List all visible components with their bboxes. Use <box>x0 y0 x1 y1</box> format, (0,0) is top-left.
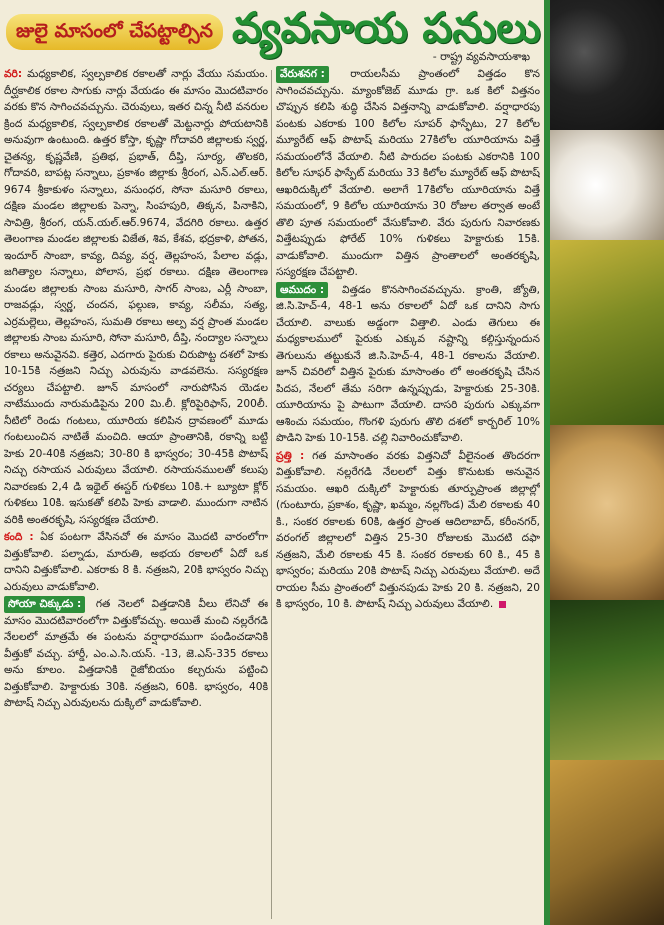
section-cotton <box>276 448 540 613</box>
crop-photo-groundnut <box>550 425 664 600</box>
section-text-groundnut: రాయలసీమ ప్రాంతంలో విత్తడం కొన సాగించవచ్చును. మ్యాంకోజెబ్ మూడు గ్రా. ఒక కిలో విత్తనం చొప్పున కలిపి శుద్ధి చేసిన విత్తనాన్ని వాడుకోవాలి. వర్షాధారపు పంటకు ఎకరాకు 100 కిలోల సూపర్ ఫాస్ఫేటు, 27 కిలోల మ్యూరేట్ ఆఫ్ పొటాష్ మరియు 27కిలోల యూరియాను విత్తే సమయంలోనే వేయాలి. నీటి పారుదల పంటకు ఎకరానికి 100 కిలోల సూఫర్ ఫాస్ఫేట్ మరియు 33 కిలోల మ్యూరేట్ ఆఫ్ పొటాష్ ఆఖరిదుక్కిలో వేయాలి. అలాగే 17కిలోల యూరియాను విత్తే సమయంలో, 9 కిలోల యూరియాను 30 రోజుల తర్వాత అంటే తొలి పూత సమయంలో వేసుకోవాలి. వేరు పురుగు నివారణకు విత్తేటప్పుడు ఫోరేట్ 10% గుళికలు హెక్టారుకు 15కి. వాడుకోవాలి. ముందుగా విత్తిన ప్రాంతాలలో అంతరకృషి, సస్యరక్షణ చేపట్టాలి. <box>276 68 540 278</box>
section-castor <box>276 282 540 447</box>
crop-photo-strip <box>550 0 664 925</box>
right-column <box>276 66 540 919</box>
section-redgram <box>4 529 268 595</box>
section-groundnut <box>276 66 540 281</box>
section-heading-rice: వరి: <box>4 68 23 80</box>
article-header <box>0 0 544 66</box>
section-text-soybean: గత నెలలో విత్తడానికి వీలు లేనిచో ఈ మాసం మొదటివారంలోగా విత్తుకోవచ్చు. అయితే మంచి నల్లరేగడి నేలలలో మాత్రమే ఈ పంటను వర్షాధారముగా పండించడానికి వీత్తుకో వచ్చు. హార్డీ, ఎం.ఎ.సి.యస్. -13, జె.ఎస్-335 రకాలు అను కూలం. విత్తడానికి రైజోబియం కల్చరును పట్టించి విత్తుకోవాలి. హెక్టారుకు 30కి. నత్రజని, 60కి. భాస్వరం, 40కి పొటాష్ నిచ్చు ఎరువులను దుక్కిలో వాడుకోవాలి. <box>4 598 268 709</box>
section-heading-cotton: ప్రత్తి : <box>276 449 305 462</box>
section-heading-castor: ఆముదం : <box>276 282 328 299</box>
section-heading-soybean: సోయా చిక్కుడు : <box>4 596 85 613</box>
section-soybean <box>4 596 268 712</box>
kicker-label: జులై మాసంలో చేపట్టాల్సిన <box>6 14 223 50</box>
column-divider <box>271 70 272 919</box>
crop-photo-seeds <box>550 0 664 130</box>
crop-photo-paddy <box>550 760 664 925</box>
section-text-castor: విత్తడం కొనసాగించవచ్చును. క్రాంతి, జ్యోతి, జి.సి.హెచ్-4, 48-1 అను రకాలలో ఏదో ఒక దానిని సాగు చేయాలి. వాలుకు అడ్డంగా విత్తాలి. ఎండు తెగులు ఈ మధ్యకాలములో పైరుకు ఎక్కువ నష్టాన్ని కల్గిస్తున్నందున తెగులును తట్టుకునే జి.సి.హెచ్-4, 48-1 రకాలను వేయాలి. జూన్ చివరిలో విత్తిన పైరుకు మాసాంతం లో అంతరకృషి చేసిన పిదప, నేలలో తేమ సరిగా ఉన్నప్పుడు, హెక్టారుకు 25-30కి. యూరియాను పై పాటుగా వేయాలి. దాసరి పురుగు ఎక్కువగా ఆశించు సమయం, గొంగళి పురుగు తొలి దశలో కార్బరిల్ 10% పొడిని హెకు 10-15కి. చల్లి నివారించుకోవాలి. <box>276 283 540 444</box>
section-text-cotton: గత మాసాంతం వరకు విత్తనిచో వీలైనంత తొందరగా విత్తుకోవాలి. నల్లరేగడి నేలలలో విత్తు కొనుటకు అనువైన సమయం. ఆఖరి దుక్కిలో హెక్టారుకు తూర్పుప్రాంత జిల్లాల్లో (గుంటూరు, ప్రకాశం, కృష్ణా, ఖమ్మం, నల్లగొండ) మేలి రకాలకు 40 కి., సంకర రకాలకు 60కి, ఉత్తర ప్రాంత ఆదిలాబాద్, కరీంనగర్, వరంగల్ జిల్లాలలో విత్తిన 25-30 రోజులకు మొదటి దఫా నత్రజని, మేలి రకాలకు 45 కి. సంకర రకాలకు 60 కి., 45 కి భాస్వరం; మరియు 20కి పొటాష్ నిచ్చు ఎరువులు వేయాలి. అదే రాయల సీమ ప్రాంతంలో విత్తునపుడు హెకు 20 కి. నత్రజని, 20 కి భాస్వరం, 10 కి. పొటాష్ నిచ్చు ఎరువులు వేయాలి. <box>276 449 540 610</box>
end-mark <box>499 601 506 608</box>
section-rice <box>4 66 268 528</box>
byline: - రాష్ట్ర వ్యవసాయశాఖ <box>432 50 530 63</box>
section-text-redgram: ఏక పంటగా వేసినచో ఈ మాసం మొదటి వారంలోగా విత్తుకోవాలి. పల్నాడు, మారుతి, అభయ రకాలలో ఏదో ఒక దానిని విత్తుకోవాలి. ఎకరాకు 8 కి. నత్రజని, 20కి భాస్వరం నిచ్చు ఎరువులు వాడుకోవాలి. <box>4 531 268 593</box>
crop-photo-millet <box>550 600 664 760</box>
article-title: వ్యవసాయ పనులు <box>232 3 541 52</box>
section-heading-groundnut: వేరుశనగ : <box>276 66 329 83</box>
section-text-rice: మధ్యకాలిక, స్వల్పకాలిక రకాలతో నార్లు వేయు సమయం. దీర్ఘకాలిక రకాల సాగుకు నార్లు వేయడం ఈ మాసం మొదటివారం వరకు కొన సాగించవచ్చును. చెరువులు, ఇతర చిన్న నీటి వనరుల క్రింద మధ్యకాలిక, స్వల్పకాలిక రకాలతో మెట్టనార్లు పోయటానికి అనువుగా ఉంటుంది. ఉత్తర కోస్తా, కృష్ణా గోదావరి జిల్లాలకు స్వర్ణ, చైతన్య, కృష్ణవేణి, ప్రతిభ, ప్రభాత్, దీప్తి, సూర్య, తొలకరి, గోదావరి, బాపట్ల సన్నాలు, ప్రకాశం జిల్లాకు శ్రీరంగ, ఎన్.ఎల్.ఆర్. 9674 శ్రీకాకుళం సన్నాలు, వసుంధర, సోనా మసూరి రకాలు, దక్షిణ మండల జిల్లాలకు పెన్నా, సింహపురి, తిక్కన, పినాకిని, సావిత్రి, శ్రీరంగ, యన్.యల్.ఆర్.9674, వేదగిరి రకాలు. ఉత్తర తెలంగాణ మండల జిల్లాలకు విజేత, శివ, కేశవ, భద్రకాళి, పోతన, ఇందూర్ సాంబా, కావ్య, దివ్య, వర్ష, తెల్లహంస, పేలాల వడ్లు, జగిత్యాల సన్నాలు, పోలాస, ప్రభ రకాలు. దక్షిణ తెలంగాణ మండల జిల్లాలకు సాంబ మసూరి, సాగర్ సాంబ, ఎర్లీ సాంబా, రాజవడ్లు, స్వర్ణ, చందన, ఫల్గుణ, కావ్య, సలీమ, సత్య, ఎర్రమల్లెలు, తెల్లహంస, సుమతి రకాలు అల్ప వర్ష ప్రాంత మండల జిల్లాలకు సాంబ మసూరి, సోనా మసూరి, దీప్తి, నంద్యాల సన్నాలు రకాలు అనువైనవి. కత్తెర, ఎదగారు పైరుకు చిరుపొట్ట దశలో హెకు 10-15కి నత్రజని నిచ్చు ఎరువును వాడవలెను. సస్యరక్షణ చర్యలు చేపట్టాలి. జూన్ మాసంలో నారుపోసిన యెడల నాటేముందు నారుమడిపైను 200 మి.లీ. క్లోరిపైరిఫాస్, 200లీ. నీటిలో రెండు గంటలు, యూరియ కలిపిన ద్రావణంలో మూడు గంటలుంచిన నాటితే మంచిది. ఆయా ప్రాంతానికి, రకాన్ని బట్టి హెకు 20-40కి నత్రజని; 30-80 కి భాస్వరం; 30-45కి పొటాష్ నిచ్చు రసాయన ఎరువులు వేయాలి. రసాయనములతో కలుపు నివారణకు 2,4 డి ఇథైల్ ఈస్టర్ గుళికలు 10కి.+ బ్యూటా క్లోర్ గుళికలు 10కి. ఇసుకతో కలిపి హెకు వాడాలి. ముందుగా నాటిన వరికి అంతరకృషి, సస్యరక్షణ చేయాలి. <box>4 68 268 526</box>
section-heading-redgram: కంది : <box>4 531 34 543</box>
crop-photo-soybean <box>550 240 664 425</box>
left-column <box>4 66 268 919</box>
crop-photo-cotton <box>550 130 664 240</box>
